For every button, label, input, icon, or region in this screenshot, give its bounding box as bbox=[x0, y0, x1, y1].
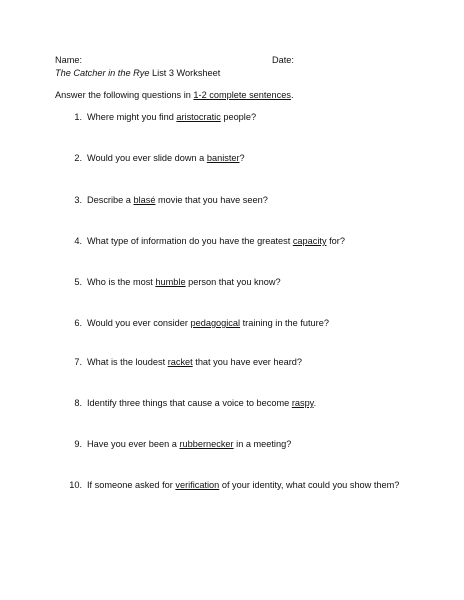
question-6 bbox=[68, 318, 329, 328]
vocab-word: blasé bbox=[133, 195, 156, 205]
question-text: What type of information do you have the greatest bbox=[87, 236, 293, 246]
instructions bbox=[55, 90, 294, 100]
name-label: Name: bbox=[55, 55, 83, 65]
question-number: 9. bbox=[74, 439, 82, 449]
vocab-word: aristocratic bbox=[176, 112, 221, 122]
book-title: The Catcher in the Rye bbox=[55, 68, 150, 78]
question-text-end: movie that you have seen? bbox=[155, 195, 268, 205]
question-text-end: person that you know? bbox=[185, 277, 281, 287]
vocab-word: racket bbox=[167, 357, 193, 367]
question-10 bbox=[68, 480, 399, 490]
question-8 bbox=[68, 398, 316, 408]
vocab-word: humble bbox=[155, 277, 186, 287]
question-text: Describe a bbox=[87, 195, 134, 205]
question-number: 8. bbox=[74, 398, 82, 408]
question-5 bbox=[68, 277, 281, 287]
question-number: 10. bbox=[69, 480, 82, 490]
question-text: Who is the most bbox=[87, 277, 156, 287]
question-text-end: ? bbox=[239, 153, 245, 163]
question-text-end: for? bbox=[326, 236, 345, 246]
question-text-end: that you have ever heard? bbox=[192, 357, 303, 367]
date-label: Date: bbox=[272, 55, 294, 65]
question-1 bbox=[68, 112, 256, 122]
question-number: 2. bbox=[74, 153, 82, 163]
question-text: Would you ever slide down a bbox=[87, 153, 207, 163]
vocab-word: verification bbox=[175, 480, 220, 490]
vocab-word: pedagogical bbox=[190, 318, 241, 328]
instructions-text: Answer the following questions in bbox=[55, 90, 194, 100]
question-text: Would you ever consider bbox=[87, 318, 191, 328]
question-number: 6. bbox=[74, 318, 82, 328]
question-text-end: . bbox=[313, 398, 317, 408]
vocab-word: capacity bbox=[292, 236, 327, 246]
question-number: 4. bbox=[74, 236, 82, 246]
instructions-emphasis: 1-2 complete sentences bbox=[193, 90, 291, 100]
question-number: 3. bbox=[74, 195, 82, 205]
question-3 bbox=[68, 195, 268, 205]
question-text: Where might you find bbox=[87, 112, 177, 122]
vocab-word: banister bbox=[206, 153, 240, 163]
question-text: Have you ever been a bbox=[87, 439, 180, 449]
vocab-word: rubbernecker bbox=[179, 439, 234, 449]
question-text-end: training in the future? bbox=[240, 318, 329, 328]
question-text-end: of your identity, what could you show them? bbox=[219, 480, 400, 490]
vocab-word: raspy bbox=[291, 398, 314, 408]
worksheet-title bbox=[55, 68, 220, 78]
question-number: 7. bbox=[74, 357, 82, 367]
question-text-end: in a meeting? bbox=[233, 439, 292, 449]
question-9 bbox=[68, 439, 291, 449]
question-number: 5. bbox=[74, 277, 82, 287]
worksheet-label: List 3 Worksheet bbox=[149, 68, 221, 78]
question-text: Identify three things that cause a voice to become bbox=[87, 398, 292, 408]
question-text: What is the loudest bbox=[87, 357, 168, 367]
question-text-end: people? bbox=[220, 112, 257, 122]
question-7 bbox=[68, 357, 302, 367]
question-4 bbox=[68, 236, 345, 246]
question-number: 1. bbox=[74, 112, 82, 122]
question-text: If someone asked for bbox=[87, 480, 176, 490]
instructions-end: . bbox=[290, 90, 294, 100]
header-row bbox=[55, 55, 315, 67]
question-2 bbox=[68, 153, 245, 163]
